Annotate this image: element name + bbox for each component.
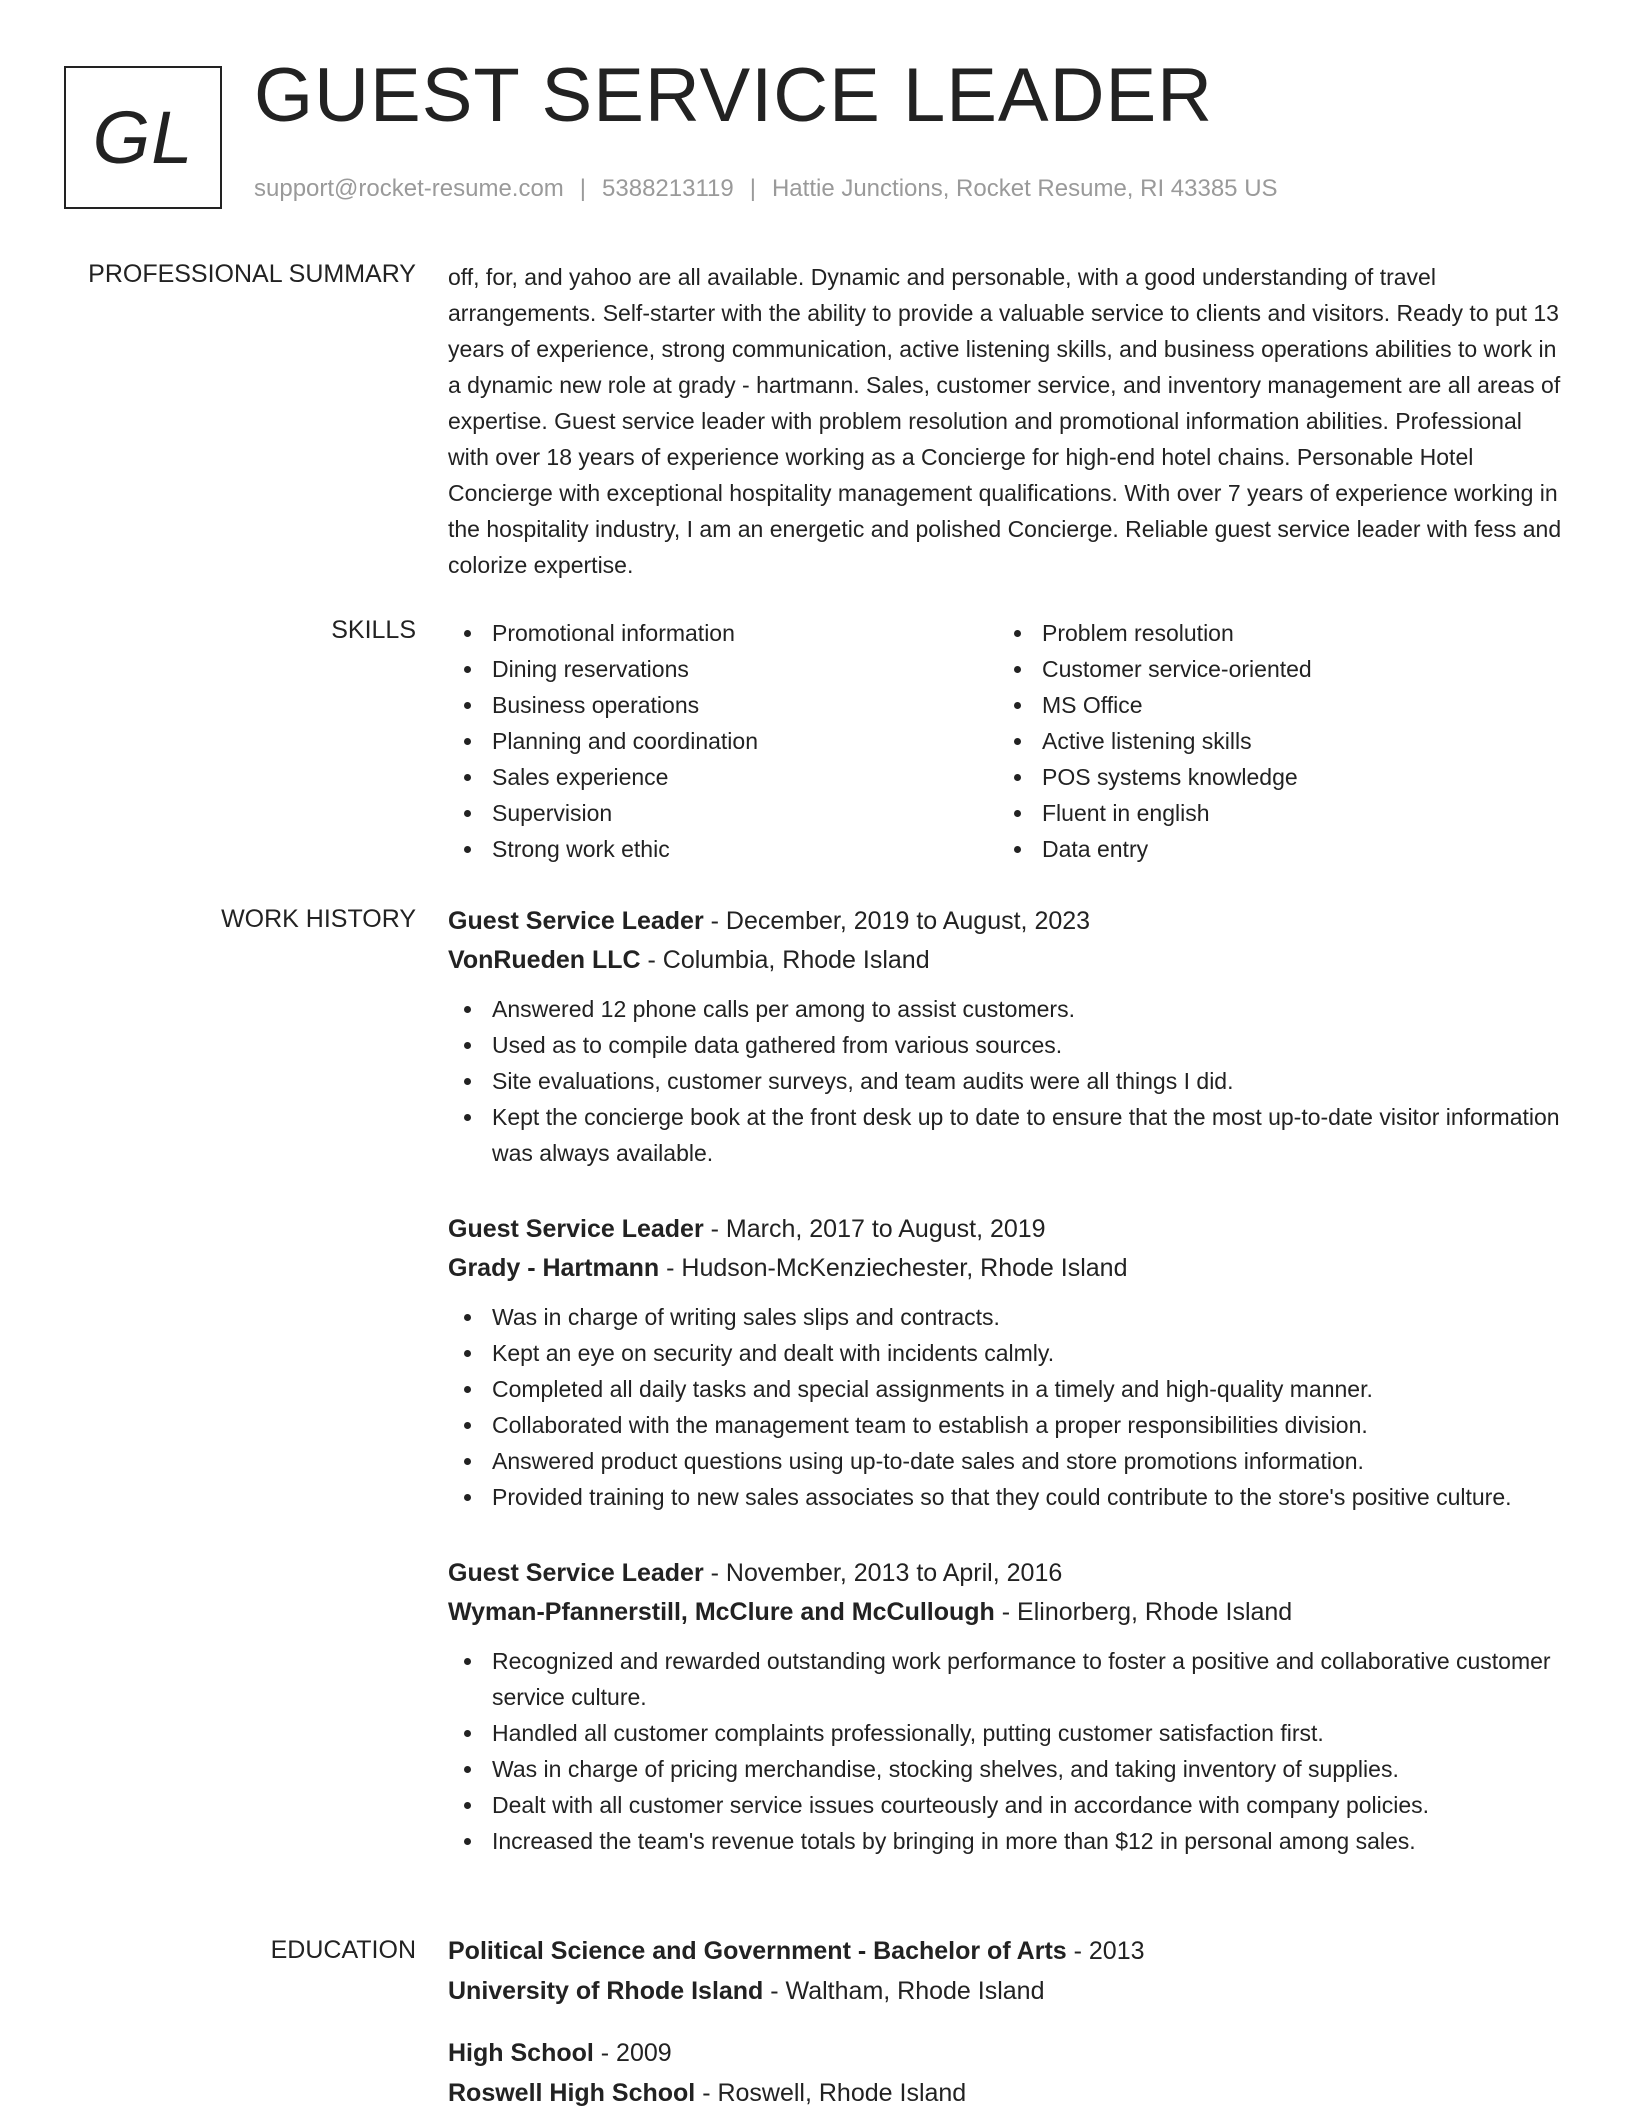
education-degree: Political Science and Government - Bachelor of Arts <box>448 1937 1067 1965</box>
job-bullet-item: Kept the concierge book at the front desk up to date to ensure that the most up-to-date visitor information was always available. <box>448 1099 1568 1171</box>
education-school: University of Rhode Island <box>448 1977 764 2005</box>
education-heading: EDUCATION <box>270 1936 416 1964</box>
job-company-line <box>448 941 1568 979</box>
job-location: - Hudson-McKenziechester, Rhode Island <box>659 1254 1128 1282</box>
job-bullets <box>448 991 1568 1171</box>
job-title: Guest Service Leader <box>448 1559 704 1587</box>
work-history-section <box>448 901 1568 1859</box>
job-bullet-item: Increased the team's revenue totals by bringing in more than $12 in personal among sales. <box>448 1823 1568 1859</box>
job-company-line <box>448 1593 1568 1631</box>
job-title-line <box>448 901 1568 941</box>
summary-heading: PROFESSIONAL SUMMARY <box>88 260 416 288</box>
skills-right-column <box>998 615 1548 867</box>
job-entry <box>448 1553 1568 1859</box>
contact-address: Hattie Junctions, Rocket Resume, RI 43385 US <box>771 175 1278 202</box>
job-entry <box>448 901 1568 1171</box>
job-company: Wyman-Pfannerstill, McClure and McCullough <box>448 1598 995 1626</box>
monogram-box <box>64 66 222 209</box>
contact-separator: | <box>749 175 756 202</box>
job-company: Grady - Hartmann <box>448 1254 660 1282</box>
education-school-line <box>448 2073 1568 2112</box>
job-dates: - March, 2017 to August, 2019 <box>703 1215 1046 1243</box>
skill-item: Customer service-oriented <box>998 651 1548 687</box>
skill-item: Supervision <box>448 795 998 831</box>
skills-left-column <box>448 615 998 867</box>
summary-text: off, for, and yahoo are all available. Dynamic and personable, with a good understanding of travel arrangements. Self-starter with the ability to provide a valuable service to clients and visitors. Ready to put 13 years of experience, strong communication, active listening skills, and business operations abilities to work in a dynamic new role at grady - hartmann. Sales, customer service, and inventory management are all areas of expertise. Guest service leader with problem resolution and promotional information abilities. Professional with over 18 years of experience working as a Concierge for high-end hotel chains. Personable Hotel Concierge with exceptional hospitality management qualifications. With over 7 years of experience working in the hospitality industry, I am an energetic and polished Concierge. Reliable guest service leader with fess and colorize expertise. <box>448 264 1562 578</box>
education-degree-line <box>448 2033 1568 2073</box>
job-title-line <box>448 1209 1568 1249</box>
job-bullet-item: Completed all daily tasks and special assignments in a timely and high-quality manner. <box>448 1371 1568 1407</box>
skill-item: Active listening skills <box>998 723 1548 759</box>
education-degree-line <box>448 1931 1568 1971</box>
work-history-heading: WORK HISTORY <box>221 905 416 933</box>
job-bullet-item: Kept an eye on security and dealt with incidents calmly. <box>448 1335 1568 1371</box>
skill-item: Promotional information <box>448 615 998 651</box>
skill-item: POS systems knowledge <box>998 759 1548 795</box>
skill-item: Dining reservations <box>448 651 998 687</box>
job-entry <box>448 1209 1568 1515</box>
skill-item: Data entry <box>998 831 1548 867</box>
job-bullet-item: Collaborated with the management team to establish a proper responsibilities division. <box>448 1407 1568 1443</box>
skill-item: Strong work ethic <box>448 831 998 867</box>
job-bullet-item: Dealt with all customer service issues courteously and in accordance with company policies. <box>448 1787 1568 1823</box>
job-dates: - December, 2019 to August, 2023 <box>703 907 1091 935</box>
education-entry <box>448 1931 1568 2011</box>
job-bullet-item: Provided training to new sales associates so that they could contribute to the store's positive culture. <box>448 1479 1568 1515</box>
education-school: Roswell High School <box>448 2079 696 2107</box>
contact-separator: | <box>579 175 587 202</box>
job-bullet-item: Answered 12 phone calls per among to assist customers. <box>448 991 1568 1027</box>
education-location: - Waltham, Rhode Island <box>763 1977 1045 2005</box>
job-bullets <box>448 1643 1568 1859</box>
skill-item: Sales experience <box>448 759 998 795</box>
education-entry <box>448 2033 1568 2112</box>
job-dates: - November, 2013 to April, 2016 <box>703 1559 1063 1587</box>
education-year: - 2013 <box>1066 1937 1145 1965</box>
skill-item: MS Office <box>998 687 1548 723</box>
job-title-line <box>448 1553 1568 1593</box>
job-company: VonRueden LLC <box>448 946 641 974</box>
job-bullets <box>448 1299 1568 1515</box>
job-bullet-item: Recognized and rewarded outstanding work performance to foster a positive and collaborative customer service culture. <box>448 1643 1568 1715</box>
job-bullet-item: Handled all customer complaints professionally, putting customer satisfaction first. <box>448 1715 1568 1751</box>
skill-item: Problem resolution <box>998 615 1548 651</box>
resume-name-title: GUEST SERVICE LEADER <box>254 53 1214 138</box>
job-bullet-item: Was in charge of writing sales slips and contracts. <box>448 1299 1568 1335</box>
job-company-line <box>448 1249 1568 1287</box>
skill-item: Planning and coordination <box>448 723 998 759</box>
skills-section <box>448 615 1568 867</box>
skills-heading: SKILLS <box>331 616 416 644</box>
job-title: Guest Service Leader <box>448 1215 704 1243</box>
job-bullet-item: Used as to compile data gathered from various sources. <box>448 1027 1568 1063</box>
job-bullet-item: Site evaluations, customer surveys, and team audits were all things I did. <box>448 1063 1568 1099</box>
contact-phone: 5388213119 <box>602 175 734 202</box>
education-degree: High School <box>448 2039 594 2067</box>
monogram-text: GL <box>92 96 194 179</box>
skill-item: Business operations <box>448 687 998 723</box>
job-location: - Columbia, Rhode Island <box>640 946 930 974</box>
skill-item: Fluent in english <box>998 795 1548 831</box>
job-location: - Elinorberg, Rhode Island <box>994 1598 1293 1626</box>
education-year: - 2009 <box>593 2039 672 2067</box>
education-school-line <box>448 1971 1568 2011</box>
contact-line <box>254 175 1278 203</box>
education-location: - Roswell, Rhode Island <box>695 2079 967 2107</box>
job-bullet-item: Was in charge of pricing merchandise, stocking shelves, and taking inventory of supplies. <box>448 1751 1568 1787</box>
contact-email: support@rocket-resume.com <box>254 175 564 202</box>
education-section <box>448 1931 1568 2112</box>
job-bullet-item: Answered product questions using up-to-date sales and store promotions information. <box>448 1443 1568 1479</box>
job-title: Guest Service Leader <box>448 907 704 935</box>
